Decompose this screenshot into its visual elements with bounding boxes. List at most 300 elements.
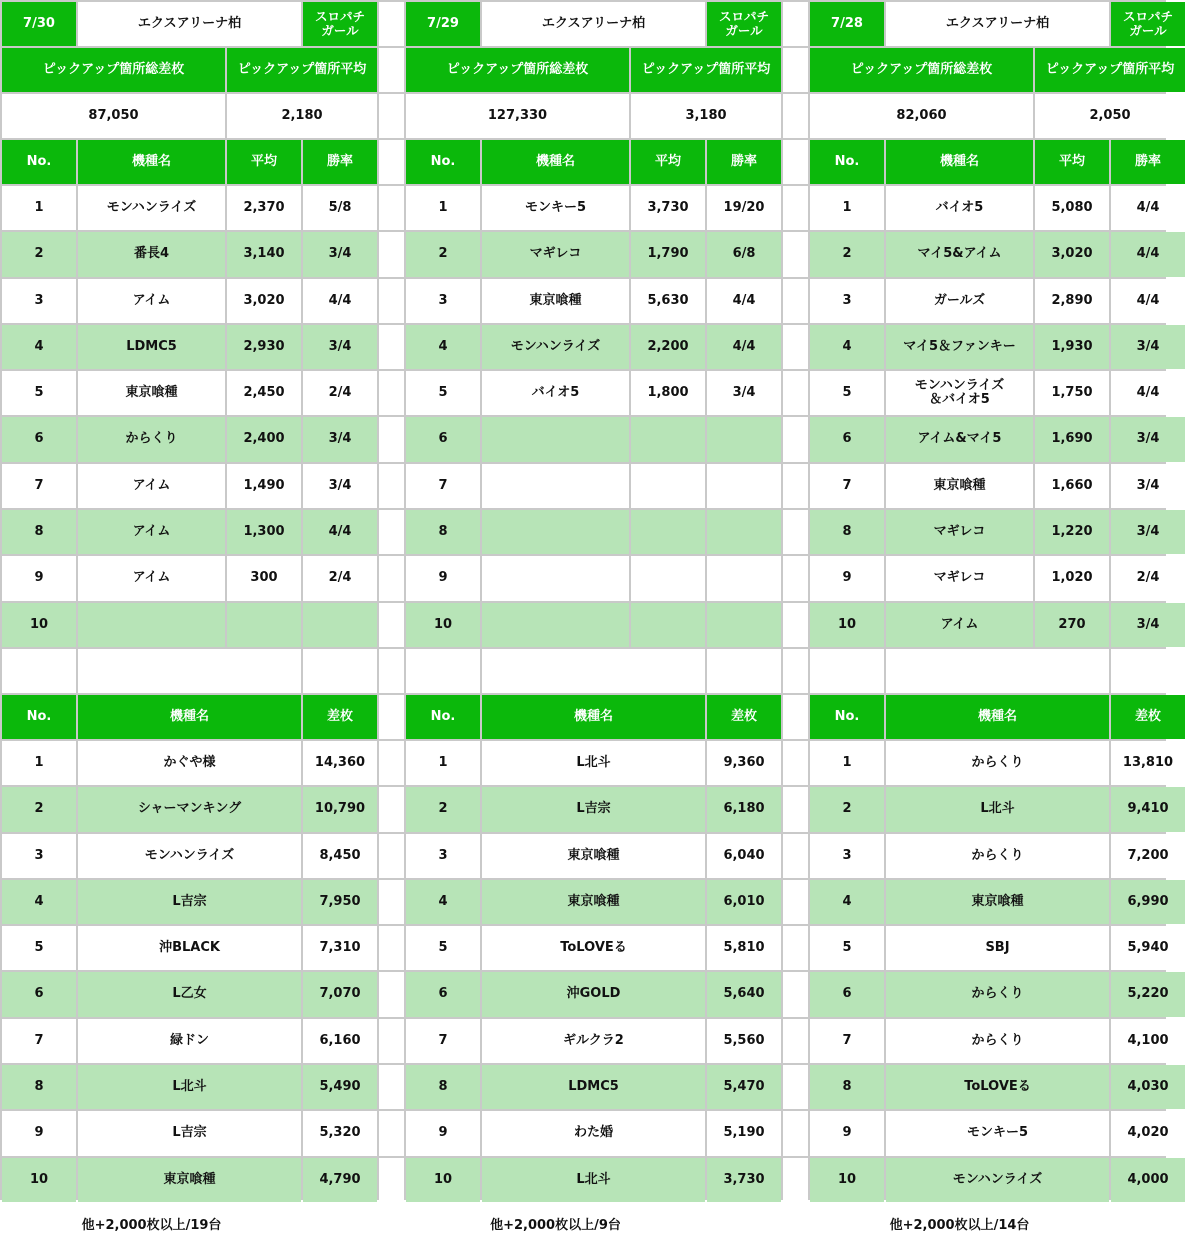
- col-header-machine: 機種名: [482, 140, 629, 184]
- separator-cell: [379, 94, 404, 138]
- pickup-row-no: 10: [810, 603, 884, 647]
- pickup-row-average: 2,450: [227, 371, 301, 415]
- pickup-row-machine: モンハンライズ: [482, 325, 629, 369]
- separator-cell: [379, 186, 404, 230]
- separator-cell: [379, 1204, 404, 1248]
- pickup-row-machine: [482, 603, 629, 647]
- pickup-row-average: 5,630: [631, 279, 705, 323]
- pickup-row-machine: [482, 510, 629, 554]
- pickup-row-winrate: 2/4: [1111, 556, 1185, 600]
- pickup-row-average: 2,890: [1035, 279, 1109, 323]
- ranking-row-machine: 緑ドン: [78, 1019, 301, 1063]
- pickup-row-no: 3: [406, 279, 480, 323]
- pickup-row-winrate: 4/4: [303, 279, 377, 323]
- col-header-machine: 機種名: [78, 695, 301, 739]
- pickup-row-winrate: 3/4: [707, 371, 781, 415]
- separator-cell: [783, 1158, 808, 1202]
- pickup-row-machine: アイム&マイ5: [886, 417, 1033, 461]
- pickup-row-no: 6: [2, 417, 76, 461]
- separator-cell: [379, 926, 404, 970]
- pickup-average-value: 2,050: [1035, 94, 1185, 138]
- pickup-row-no: 2: [810, 232, 884, 276]
- separator-cell: [783, 1111, 808, 1155]
- ranking-row-diff: 13,810: [1111, 741, 1185, 785]
- col-header-winrate: 勝率: [303, 140, 377, 184]
- pickup-row-average: 2,370: [227, 186, 301, 230]
- ranking-row-no: 10: [406, 1158, 480, 1202]
- separator-cell: [379, 232, 404, 276]
- pickup-row-average: 1,020: [1035, 556, 1109, 600]
- col-header-machine: 機種名: [482, 695, 705, 739]
- pickup-row-machine: 東京喰種: [78, 371, 225, 415]
- pickup-row-average: 1,790: [631, 232, 705, 276]
- pickup-row-no: 4: [2, 325, 76, 369]
- pickup-row-no: 3: [810, 279, 884, 323]
- separator-cell: [783, 972, 808, 1016]
- ranking-row-no: 7: [810, 1019, 884, 1063]
- pickup-row-winrate: 4/4: [1111, 232, 1185, 276]
- ranking-row-diff: 5,220: [1111, 972, 1185, 1016]
- col-header-winrate: 勝率: [1111, 140, 1185, 184]
- separator-cell: [783, 695, 808, 739]
- pickup-row-machine: モンキー5: [482, 186, 629, 230]
- pickup-row-machine: マギレコ: [886, 556, 1033, 600]
- ranking-row-machine: 東京喰種: [482, 834, 705, 878]
- ranking-row-machine: L北斗: [886, 787, 1109, 831]
- separator-cell: [783, 787, 808, 831]
- ranking-row-no: 3: [406, 834, 480, 878]
- separator-cell: [783, 556, 808, 600]
- pickup-row-machine: マイ5&アイム: [886, 232, 1033, 276]
- separator-cell: [379, 972, 404, 1016]
- pickup-row-average: [227, 603, 301, 647]
- separator-cell: [379, 510, 404, 554]
- separator-cell: [783, 232, 808, 276]
- ranking-row-machine: モンキー5: [886, 1111, 1109, 1155]
- blank-cell: [810, 649, 884, 693]
- ranking-row-machine: L北斗: [482, 1158, 705, 1202]
- ranking-row-machine: からくり: [886, 1019, 1109, 1063]
- pickup-row-no: 9: [810, 556, 884, 600]
- pickup-average-value: 3,180: [631, 94, 781, 138]
- ranking-row-machine: ToLOVEる: [886, 1065, 1109, 1109]
- ranking-row-machine: わた婚: [482, 1111, 705, 1155]
- pickup-row-winrate: 3/4: [303, 417, 377, 461]
- pickup-row-average: 270: [1035, 603, 1109, 647]
- pickup-row-machine: バイオ5: [886, 186, 1033, 230]
- separator-cell: [379, 279, 404, 323]
- date-cell: 7/29: [406, 2, 480, 46]
- separator-cell: [379, 695, 404, 739]
- ranking-row-no: 8: [810, 1065, 884, 1109]
- pickup-row-average: 1,690: [1035, 417, 1109, 461]
- separator-cell: [783, 649, 808, 693]
- separator-cell: [783, 926, 808, 970]
- separator-cell: [379, 48, 404, 92]
- pickup-row-winrate: [707, 510, 781, 554]
- ranking-row-no: 7: [2, 1019, 76, 1063]
- separator-cell: [783, 2, 808, 46]
- ranking-row-diff: 7,950: [303, 880, 377, 924]
- pickup-row-winrate: 6/8: [707, 232, 781, 276]
- pickup-row-machine: アイム: [78, 464, 225, 508]
- ranking-row-machine: 東京喰種: [886, 880, 1109, 924]
- separator-cell: [783, 741, 808, 785]
- pickup-row-winrate: 3/4: [303, 464, 377, 508]
- col-header-machine: 機種名: [78, 140, 225, 184]
- pickup-row-no: 9: [2, 556, 76, 600]
- separator-cell: [379, 556, 404, 600]
- col-header-diff: 差枚: [303, 695, 377, 739]
- pickup-row-no: 5: [810, 371, 884, 415]
- separator-cell: [783, 1019, 808, 1063]
- col-header-average: 平均: [227, 140, 301, 184]
- ranking-row-no: 5: [810, 926, 884, 970]
- pickup-row-winrate: 3/4: [1111, 417, 1185, 461]
- pickup-average-label: ピックアップ箇所平均: [227, 48, 377, 92]
- ranking-row-machine: からくり: [886, 741, 1109, 785]
- ranking-row-machine: モンハンライズ: [886, 1158, 1109, 1202]
- col-header-diff: 差枚: [707, 695, 781, 739]
- ranking-row-machine: からくり: [886, 834, 1109, 878]
- pickup-row-winrate: [303, 603, 377, 647]
- pickup-total-value: 87,050: [2, 94, 225, 138]
- ranking-row-machine: モンハンライズ: [78, 834, 301, 878]
- separator-cell: [783, 880, 808, 924]
- pickup-row-winrate: 4/4: [1111, 279, 1185, 323]
- pickup-row-machine: [482, 556, 629, 600]
- ranking-row-machine: 東京喰種: [78, 1158, 301, 1202]
- pickup-row-average: 2,200: [631, 325, 705, 369]
- pickup-row-winrate: [707, 603, 781, 647]
- pickup-row-no: 1: [810, 186, 884, 230]
- col-header-machine: 機種名: [886, 695, 1109, 739]
- ranking-row-diff: 10,790: [303, 787, 377, 831]
- separator-cell: [783, 325, 808, 369]
- pickup-total-label: ピックアップ箇所総差枚: [810, 48, 1033, 92]
- ranking-row-no: 10: [810, 1158, 884, 1202]
- pickup-row-winrate: 2/4: [303, 556, 377, 600]
- pickup-row-winrate: 3/4: [303, 325, 377, 369]
- pickup-row-average: [631, 510, 705, 554]
- pickup-row-machine: アイム: [78, 556, 225, 600]
- pickup-row-no: 9: [406, 556, 480, 600]
- ranking-row-machine: 沖GOLD: [482, 972, 705, 1016]
- pickup-row-no: 7: [810, 464, 884, 508]
- pickup-row-winrate: 4/4: [303, 510, 377, 554]
- ranking-row-diff: 14,360: [303, 741, 377, 785]
- ranking-row-diff: 7,310: [303, 926, 377, 970]
- brand-label: スロパチ ガール: [707, 2, 781, 46]
- col-header-machine: 機種名: [886, 140, 1033, 184]
- col-header-no: No.: [2, 140, 76, 184]
- ranking-row-diff: 7,070: [303, 972, 377, 1016]
- ranking-row-machine: L吉宗: [78, 880, 301, 924]
- pickup-row-average: 3,020: [227, 279, 301, 323]
- ranking-row-diff: 9,410: [1111, 787, 1185, 831]
- ranking-row-diff: 6,990: [1111, 880, 1185, 924]
- ranking-row-no: 9: [406, 1111, 480, 1155]
- separator-cell: [783, 371, 808, 415]
- ranking-row-diff: 9,360: [707, 741, 781, 785]
- separator-cell: [783, 417, 808, 461]
- pickup-row-no: 10: [406, 603, 480, 647]
- store-name: エクスアリーナ柏: [78, 2, 301, 46]
- separator-cell: [783, 834, 808, 878]
- pickup-row-no: 7: [2, 464, 76, 508]
- separator-cell: [783, 603, 808, 647]
- ranking-row-machine: L吉宗: [482, 787, 705, 831]
- ranking-row-diff: 5,320: [303, 1111, 377, 1155]
- separator-cell: [783, 48, 808, 92]
- pickup-total-value: 127,330: [406, 94, 629, 138]
- ranking-row-no: 8: [406, 1065, 480, 1109]
- pickup-row-winrate: 19/20: [707, 186, 781, 230]
- ranking-row-diff: 4,100: [1111, 1019, 1185, 1063]
- blank-cell: [78, 649, 301, 693]
- pickup-row-winrate: 4/4: [707, 325, 781, 369]
- pickup-row-machine: [482, 417, 629, 461]
- ranking-row-machine: ToLOVEる: [482, 926, 705, 970]
- pickup-row-average: 1,490: [227, 464, 301, 508]
- ranking-row-diff: 5,560: [707, 1019, 781, 1063]
- separator-cell: [783, 186, 808, 230]
- pickup-row-no: 5: [406, 371, 480, 415]
- ranking-row-diff: 4,020: [1111, 1111, 1185, 1155]
- blank-cell: [1111, 1204, 1185, 1248]
- separator-cell: [783, 510, 808, 554]
- footer-note: 他+2,000枚以上/19台: [2, 1204, 301, 1248]
- separator-cell: [379, 1019, 404, 1063]
- pickup-row-machine: LDMC5: [78, 325, 225, 369]
- blank-cell: [303, 1204, 377, 1248]
- ranking-row-no: 9: [810, 1111, 884, 1155]
- brand-label: スロパチ ガール: [303, 2, 377, 46]
- separator-cell: [379, 787, 404, 831]
- pickup-row-winrate: 3/4: [1111, 464, 1185, 508]
- pickup-row-average: [631, 417, 705, 461]
- blank-cell: [1111, 649, 1185, 693]
- pickup-row-average: 1,800: [631, 371, 705, 415]
- pickup-row-machine: マイ5＆ファンキー: [886, 325, 1033, 369]
- ranking-row-no: 1: [810, 741, 884, 785]
- separator-cell: [379, 1158, 404, 1202]
- pickup-row-winrate: 3/4: [1111, 603, 1185, 647]
- separator-cell: [379, 417, 404, 461]
- separator-cell: [379, 603, 404, 647]
- ranking-row-machine: L乙女: [78, 972, 301, 1016]
- separator-cell: [379, 371, 404, 415]
- pickup-row-average: 3,730: [631, 186, 705, 230]
- ranking-row-diff: 6,160: [303, 1019, 377, 1063]
- ranking-row-no: 6: [2, 972, 76, 1016]
- ranking-row-no: 3: [810, 834, 884, 878]
- col-header-no: No.: [810, 140, 884, 184]
- pickup-average-label: ピックアップ箇所平均: [1035, 48, 1185, 92]
- separator-cell: [783, 1204, 808, 1248]
- ranking-row-machine: シャーマンキング: [78, 787, 301, 831]
- ranking-row-diff: 5,810: [707, 926, 781, 970]
- blank-cell: [707, 1204, 781, 1248]
- pickup-row-machine: モンハンライズ ＆バイオ5: [886, 371, 1033, 415]
- ranking-row-machine: L北斗: [78, 1065, 301, 1109]
- pickup-row-winrate: [707, 417, 781, 461]
- pickup-row-no: 8: [406, 510, 480, 554]
- col-header-winrate: 勝率: [707, 140, 781, 184]
- blank-cell: [482, 649, 705, 693]
- pickup-average-label: ピックアップ箇所平均: [631, 48, 781, 92]
- blank-cell: [406, 649, 480, 693]
- pickup-row-no: 4: [810, 325, 884, 369]
- separator-cell: [783, 94, 808, 138]
- pickup-row-winrate: 3/4: [1111, 510, 1185, 554]
- pickup-total-label: ピックアップ箇所総差枚: [406, 48, 629, 92]
- ranking-row-no: 4: [810, 880, 884, 924]
- ranking-row-diff: 8,450: [303, 834, 377, 878]
- ranking-row-diff: 4,030: [1111, 1065, 1185, 1109]
- pickup-row-no: 3: [2, 279, 76, 323]
- ranking-row-machine: L吉宗: [78, 1111, 301, 1155]
- ranking-row-diff: 3,730: [707, 1158, 781, 1202]
- col-header-no: No.: [406, 695, 480, 739]
- col-header-no: No.: [2, 695, 76, 739]
- pickup-row-machine: [78, 603, 225, 647]
- pickup-total-label: ピックアップ箇所総差枚: [2, 48, 225, 92]
- separator-cell: [379, 140, 404, 184]
- pickup-row-winrate: 4/4: [1111, 371, 1185, 415]
- pickup-row-machine: バイオ5: [482, 371, 629, 415]
- col-header-average: 平均: [631, 140, 705, 184]
- pickup-row-no: 2: [2, 232, 76, 276]
- store-name: エクスアリーナ柏: [886, 2, 1109, 46]
- ranking-row-diff: 5,940: [1111, 926, 1185, 970]
- separator-cell: [379, 2, 404, 46]
- ranking-row-no: 4: [406, 880, 480, 924]
- separator-cell: [783, 1065, 808, 1109]
- pickup-total-value: 82,060: [810, 94, 1033, 138]
- pickup-row-winrate: 3/4: [1111, 325, 1185, 369]
- ranking-row-machine: LDMC5: [482, 1065, 705, 1109]
- ranking-row-no: 10: [2, 1158, 76, 1202]
- ranking-row-no: 3: [2, 834, 76, 878]
- pickup-row-winrate: 2/4: [303, 371, 377, 415]
- ranking-row-no: 9: [2, 1111, 76, 1155]
- ranking-row-no: 1: [406, 741, 480, 785]
- separator-cell: [783, 279, 808, 323]
- ranking-row-no: 4: [2, 880, 76, 924]
- ranking-row-diff: 6,010: [707, 880, 781, 924]
- pickup-row-winrate: [707, 464, 781, 508]
- separator-cell: [379, 880, 404, 924]
- ranking-row-diff: 5,490: [303, 1065, 377, 1109]
- ranking-row-diff: 5,470: [707, 1065, 781, 1109]
- ranking-row-no: 6: [810, 972, 884, 1016]
- pickup-row-winrate: 4/4: [1111, 186, 1185, 230]
- date-cell: 7/28: [810, 2, 884, 46]
- ranking-row-machine: 東京喰種: [482, 880, 705, 924]
- pickup-average-value: 2,180: [227, 94, 377, 138]
- pickup-row-average: 1,930: [1035, 325, 1109, 369]
- pickup-row-machine: モンハンライズ: [78, 186, 225, 230]
- pickup-row-machine: 番長4: [78, 232, 225, 276]
- pickup-row-average: 1,300: [227, 510, 301, 554]
- ranking-row-no: 7: [406, 1019, 480, 1063]
- separator-cell: [379, 1065, 404, 1109]
- ranking-row-no: 6: [406, 972, 480, 1016]
- pickup-row-winrate: 3/4: [303, 232, 377, 276]
- pickup-row-machine: アイム: [886, 603, 1033, 647]
- pickup-row-average: 5,080: [1035, 186, 1109, 230]
- ranking-row-machine: ギルクラ2: [482, 1019, 705, 1063]
- col-header-no: No.: [810, 695, 884, 739]
- blank-cell: [707, 649, 781, 693]
- blank-cell: [2, 649, 76, 693]
- pickup-row-no: 7: [406, 464, 480, 508]
- pickup-row-no: 6: [406, 417, 480, 461]
- blank-cell: [303, 649, 377, 693]
- ranking-row-diff: 5,190: [707, 1111, 781, 1155]
- pickup-row-average: 2,400: [227, 417, 301, 461]
- pickup-row-machine: 東京喰種: [482, 279, 629, 323]
- separator-cell: [379, 834, 404, 878]
- ranking-row-no: 2: [406, 787, 480, 831]
- separator-cell: [379, 464, 404, 508]
- pickup-row-no: 6: [810, 417, 884, 461]
- pickup-row-machine: [482, 464, 629, 508]
- blank-cell: [886, 649, 1109, 693]
- ranking-row-diff: 5,640: [707, 972, 781, 1016]
- pickup-row-average: 3,140: [227, 232, 301, 276]
- pickup-row-average: [631, 556, 705, 600]
- pickup-row-winrate: [707, 556, 781, 600]
- pickup-row-no: 2: [406, 232, 480, 276]
- pickup-row-no: 8: [810, 510, 884, 554]
- separator-cell: [379, 325, 404, 369]
- pickup-row-machine: マギレコ: [886, 510, 1033, 554]
- pickup-row-average: 1,220: [1035, 510, 1109, 554]
- pickup-row-no: 8: [2, 510, 76, 554]
- pickup-row-winrate: 4/4: [707, 279, 781, 323]
- separator-cell: [783, 140, 808, 184]
- ranking-row-diff: 6,180: [707, 787, 781, 831]
- pickup-row-average: [631, 464, 705, 508]
- col-header-diff: 差枚: [1111, 695, 1185, 739]
- pickup-row-machine: アイム: [78, 510, 225, 554]
- pickup-row-average: 1,660: [1035, 464, 1109, 508]
- date-cell: 7/30: [2, 2, 76, 46]
- pickup-row-no: 1: [406, 186, 480, 230]
- pickup-row-winrate: 5/8: [303, 186, 377, 230]
- brand-label: スロパチ ガール: [1111, 2, 1185, 46]
- ranking-row-machine: からくり: [886, 972, 1109, 1016]
- ranking-row-no: 2: [810, 787, 884, 831]
- pickup-row-machine: からくり: [78, 417, 225, 461]
- ranking-row-no: 2: [2, 787, 76, 831]
- col-header-average: 平均: [1035, 140, 1109, 184]
- ranking-row-machine: かぐや様: [78, 741, 301, 785]
- separator-cell: [379, 649, 404, 693]
- pickup-row-average: 3,020: [1035, 232, 1109, 276]
- pickup-row-machine: 東京喰種: [886, 464, 1033, 508]
- pickup-row-no: 10: [2, 603, 76, 647]
- ranking-row-no: 5: [2, 926, 76, 970]
- store-name: エクスアリーナ柏: [482, 2, 705, 46]
- ranking-row-diff: 7,200: [1111, 834, 1185, 878]
- ranking-row-diff: 4,790: [303, 1158, 377, 1202]
- ranking-row-machine: SBJ: [886, 926, 1109, 970]
- footer-note: 他+2,000枚以上/14台: [810, 1204, 1109, 1248]
- ranking-row-machine: L北斗: [482, 741, 705, 785]
